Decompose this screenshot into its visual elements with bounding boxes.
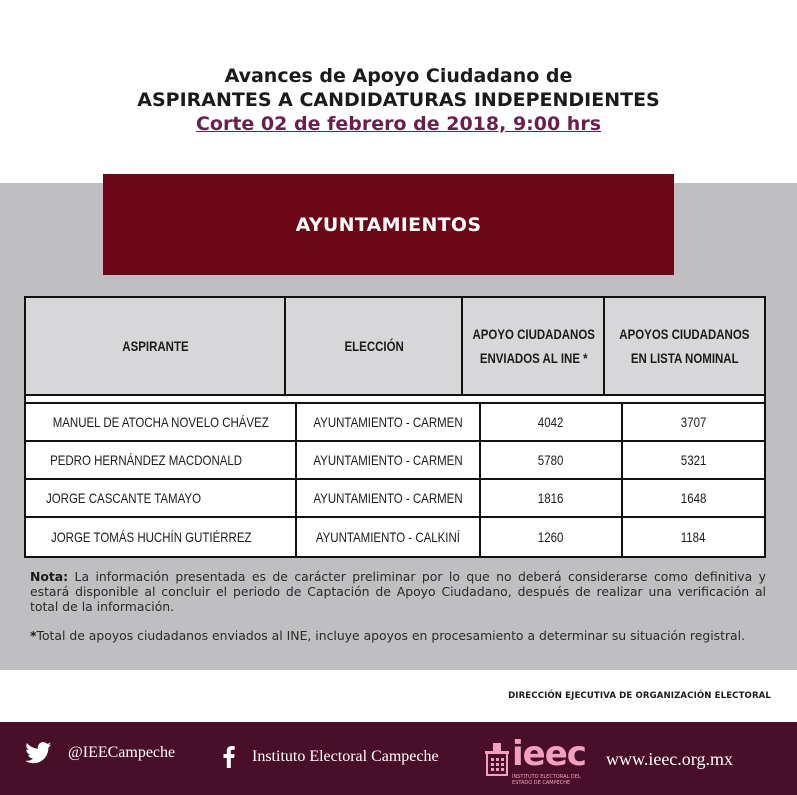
facebook-icon	[218, 746, 240, 768]
candidates-table	[24, 296, 766, 558]
header-lista-nominal: APOYOS CIUDADANOS EN LISTA NOMINAL	[619, 326, 750, 366]
header-eleccion: ELECCIÓN	[286, 298, 463, 394]
note-label: Nota:	[30, 569, 69, 584]
cell-aspirante: PEDRO HERNÁNDEZ MACDONALD	[50, 452, 243, 468]
cell-lista: 5321	[680, 452, 707, 468]
note-text: La información presentada es de carácter preliminar por lo que no deberá considerarse como definitiva y estará disponible al concluir el periodo de Captación de Apoyo Ciudadano, después de realizar una verificación al total de la información.	[30, 569, 766, 614]
header-aspirante: ASPIRANTE	[26, 298, 286, 394]
table-row	[26, 442, 764, 480]
facebook-link[interactable]	[218, 746, 439, 768]
cell-lista: 1184	[681, 529, 706, 545]
cell-aspirante: JORGE TOMÁS HUCHÍN GUTIÉRREZ	[51, 529, 252, 545]
preliminary-note	[30, 569, 766, 614]
table-row	[26, 404, 764, 442]
ieec-logo-subtitle: INSTITUTO ELECTORAL DEL ESTADO DE CAMPECHE	[512, 774, 581, 786]
cell-eleccion: AYUNTAMIENTO - CARMEN	[313, 490, 463, 506]
footer-bar	[0, 722, 797, 795]
cell-lista: 3707	[680, 414, 707, 430]
cell-eleccion: AYUNTAMIENTO - CARMEN	[313, 414, 463, 430]
cell-enviados: 1816	[538, 490, 564, 506]
cell-lista: 1648	[680, 490, 707, 506]
cell-enviados: 4042	[538, 414, 564, 430]
cell-enviados: 5780	[538, 452, 564, 468]
cell-aspirante: JORGE CASCANTE TAMAYO	[46, 490, 202, 506]
notes-block	[30, 569, 766, 643]
header-title-line2: ASPIRANTES A CANDIDATURAS INDEPENDIENTES	[137, 89, 660, 111]
header-date: Corte 02 de febrero de 2018, 9:00 hrs	[195, 113, 602, 135]
header-enviados: APOYO CIUDADANOS ENVIADOS AL INE *	[463, 298, 605, 394]
table-row	[26, 518, 764, 556]
cell-aspirante: MANUEL DE ATOCHA NOVELO CHÁVEZ	[52, 414, 269, 430]
ballot-box-icon	[484, 741, 510, 779]
twitter-handle: @IEECampeche	[68, 744, 176, 761]
twitter-link[interactable]	[25, 742, 175, 764]
section-banner: AYUNTAMIENTOS	[103, 174, 674, 275]
facebook-name: Instituto Electoral Campeche	[252, 748, 439, 765]
table-header-row	[26, 298, 764, 396]
website-link[interactable]: www.ieec.org.mx	[606, 749, 733, 769]
cell-eleccion: AYUNTAMIENTO - CALKINÍ	[315, 529, 461, 545]
page-header	[0, 64, 797, 136]
ieec-logo-text: ieec	[512, 734, 586, 774]
twitter-icon	[25, 742, 52, 764]
table-spacer	[26, 396, 764, 404]
asterisk-text: Total de apoyos ciudadanos enviados al INE, incluye apoyos en procesamiento a determinar su situación registral.	[36, 628, 746, 643]
cell-eleccion: AYUNTAMIENTO - CARMEN	[313, 452, 463, 468]
department-credit: DIRECCIÓN EJECUTIVA DE ORGANIZACIÓN ELECTORAL	[508, 691, 771, 701]
table-row	[26, 480, 764, 518]
header-title-line1: Avances de Apoyo Ciudadano de	[224, 65, 573, 87]
asterisk-note	[30, 628, 766, 643]
asterisk-mark: *	[30, 628, 37, 643]
cell-enviados: 1260	[538, 529, 564, 545]
ieec-logo	[484, 734, 586, 786]
